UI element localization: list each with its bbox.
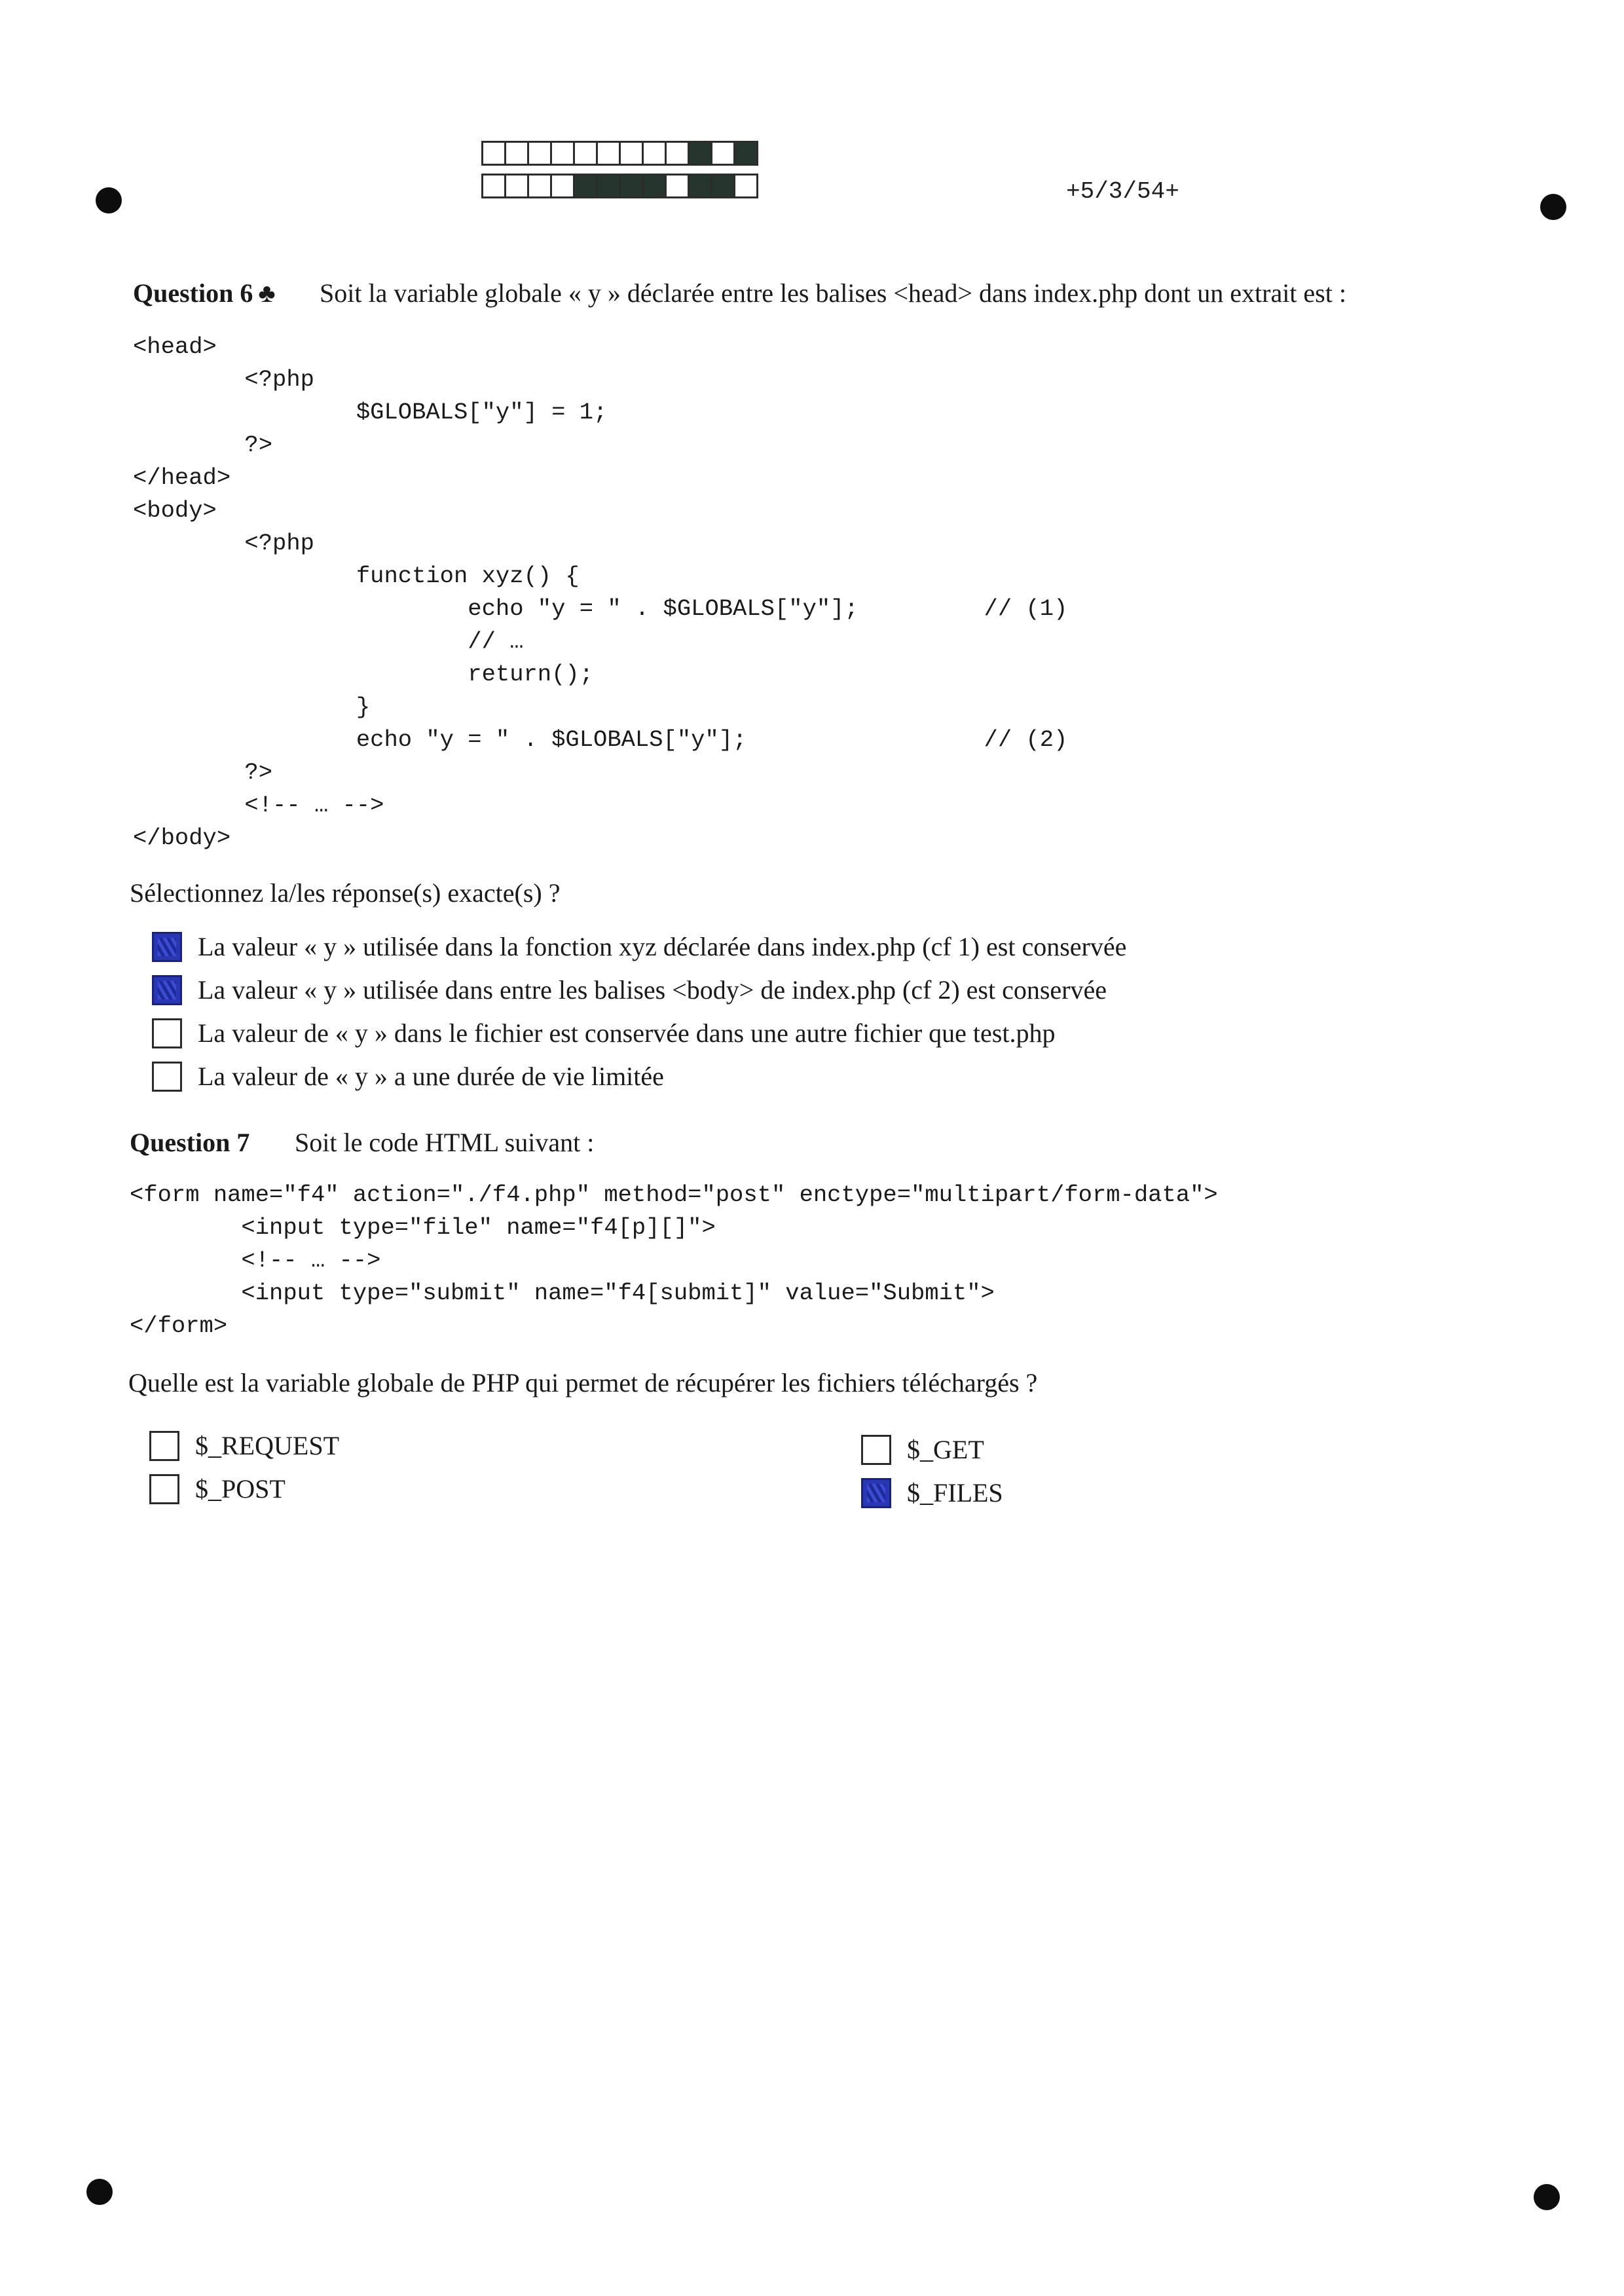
code-line: </form> — [130, 1312, 228, 1339]
question-6-heading — [133, 278, 1346, 308]
code-grid-cell — [596, 174, 621, 198]
q6-option-4-checkbox[interactable] — [152, 1062, 182, 1092]
q6-option-3-checkbox[interactable] — [152, 1018, 182, 1048]
q6-option-2-label: La valeur « y » utilisée dans entre les balises <body> de index.php (cf 2) est conservée — [198, 975, 1107, 1005]
q6-option-4[interactable] — [152, 1061, 664, 1092]
code-grid-cell — [527, 174, 552, 198]
q6-option-3[interactable] — [152, 1018, 1055, 1048]
code-line: <head> — [133, 333, 217, 360]
code-grid-cell — [642, 174, 667, 198]
code-line: </body> — [133, 824, 231, 851]
q7-option-post-label: $_POST — [195, 1474, 286, 1504]
code-grid-cell — [710, 141, 735, 166]
code-grid-cell — [642, 141, 667, 166]
code-grid-cell — [733, 174, 758, 198]
q6-option-1-label: La valeur « y » utilisée dans la fonction xyz déclarée dans index.php (cf 1) est conservée — [198, 932, 1127, 961]
code-grid-cell — [527, 141, 552, 166]
q7-option-get[interactable] — [861, 1434, 984, 1465]
registration-dot-bottom-left — [86, 2179, 113, 2205]
code-line: <!-- … --> — [244, 792, 384, 819]
q7-option-post[interactable] — [149, 1473, 286, 1504]
q7-option-request-checkbox[interactable] — [149, 1431, 179, 1461]
q6-option-1-checkbox[interactable] — [152, 932, 182, 962]
code-grid-cell — [688, 141, 712, 166]
q7-option-get-checkbox[interactable] — [861, 1435, 891, 1465]
code-grid-row-1 — [481, 141, 756, 166]
code-grid-cell — [481, 174, 506, 198]
q6-option-2[interactable] — [152, 974, 1107, 1005]
q6-option-1[interactable] — [152, 931, 1126, 962]
question-7-code — [130, 1179, 1218, 1342]
code-line: echo "y = " . $GLOBALS["y"]; // (1) — [468, 595, 1068, 622]
code-grid-row-2 — [481, 174, 756, 198]
code-grid-cell — [550, 174, 575, 198]
code-line: <input type="submit" name="f4[submit]" value="Submit"> — [241, 1280, 995, 1306]
code-grid-cell — [710, 174, 735, 198]
code-grid-cell — [504, 141, 529, 166]
code-grid-cell — [596, 141, 621, 166]
question-7-heading — [130, 1127, 595, 1158]
code-line: <form name="f4" action="./f4.php" method="post" enctype="multipart/form-data"> — [130, 1181, 1218, 1208]
code-line: <?php — [244, 366, 314, 393]
question-6-text: Soit la variable globale « y » déclarée entre les balises <head> dans index.php dont un extrait est : — [320, 278, 1346, 308]
code-grid-cell — [619, 141, 644, 166]
code-line: function xyz() { — [356, 563, 580, 589]
q6-option-2-checkbox[interactable] — [152, 975, 182, 1005]
code-grid-cell — [665, 174, 690, 198]
code-line: ?> — [244, 432, 273, 458]
code-line: <body> — [133, 497, 217, 524]
code-grid-cell — [619, 174, 644, 198]
question-6-prompt: Sélectionnez la/les réponse(s) exacte(s) ? — [130, 878, 561, 908]
code-line: return(); — [468, 661, 594, 688]
club-icon: ♣ — [258, 278, 276, 308]
q7-option-request[interactable] — [149, 1430, 339, 1461]
code-line: $GLOBALS["y"] = 1; — [356, 399, 608, 426]
code-line: <input type="file" name="f4[p][]"> — [241, 1214, 716, 1241]
registration-dot-bottom-right — [1534, 2184, 1560, 2210]
registration-dot-top-right — [1540, 194, 1566, 220]
page-id: +5/3/54+ — [1066, 178, 1179, 205]
q6-option-3-label: La valeur de « y » dans le fichier est conservée dans une autre fichier que test.php — [198, 1018, 1056, 1048]
code-line: </head> — [133, 464, 231, 491]
code-line: <!-- … --> — [241, 1247, 381, 1274]
q7-option-files-label: $_FILES — [907, 1478, 1003, 1508]
code-grid-cell — [688, 174, 712, 198]
code-grid-cell — [504, 174, 529, 198]
code-grid-cell — [665, 141, 690, 166]
code-grid-cell — [550, 141, 575, 166]
code-line: <?php — [244, 530, 314, 557]
code-grid-cell — [481, 141, 506, 166]
q6-option-4-label: La valeur de « y » a une durée de vie limitée — [198, 1062, 664, 1091]
q7-option-get-label: $_GET — [907, 1435, 984, 1464]
q7-option-post-checkbox[interactable] — [149, 1474, 179, 1504]
registration-dot-top-left — [96, 187, 122, 213]
question-7-prompt: Quelle est la variable globale de PHP qui permet de récupérer les fichiers téléchargés ? — [128, 1368, 1038, 1398]
question-6-label: Question 6 — [133, 278, 253, 308]
code-grid-cell — [733, 141, 758, 166]
code-grid-cell — [573, 174, 598, 198]
code-line: // … — [468, 628, 524, 655]
code-line: ?> — [244, 759, 273, 786]
code-line: } — [356, 694, 371, 720]
question-7-label: Question 7 — [130, 1128, 250, 1157]
code-grid-cell — [573, 141, 598, 166]
q7-option-files-checkbox[interactable] — [861, 1478, 891, 1508]
code-line: echo "y = " . $GLOBALS["y"]; // (2) — [356, 726, 1068, 753]
question-6-code — [133, 331, 1067, 855]
question-7-text: Soit le code HTML suivant : — [295, 1128, 595, 1157]
q7-option-files[interactable] — [861, 1477, 1003, 1508]
q7-option-request-label: $_REQUEST — [195, 1431, 339, 1460]
